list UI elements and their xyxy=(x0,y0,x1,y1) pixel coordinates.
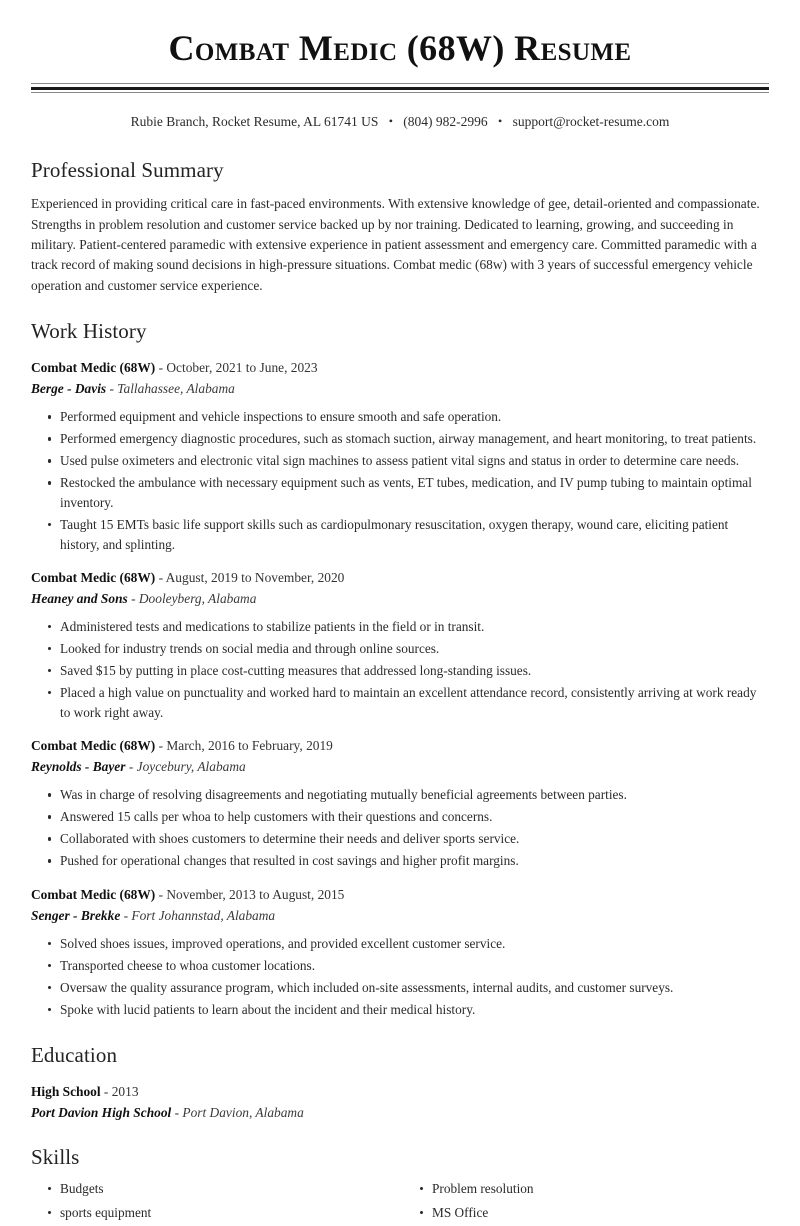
education-degree-line: High School - 2013 xyxy=(31,1083,139,1099)
job-bullet-list xyxy=(31,934,769,1020)
job-location: Dooleyberg, Alabama xyxy=(138,591,257,607)
job-bullet: Transported cheese to whoa customer locations. xyxy=(31,956,769,976)
contact-separator-1: • xyxy=(388,114,393,129)
divider-line-thin-bottom xyxy=(31,92,769,93)
section-heading-professional-summary: Professional Summary xyxy=(31,157,224,182)
job-company: Heaney and Sons xyxy=(31,591,128,607)
job-title-line: Combat Medic (68W) - November, 2013 to August, 2015 xyxy=(31,887,345,902)
job-title-line: Combat Medic (68W) - March, 2016 to February, 2019 xyxy=(31,738,333,754)
education-location: Port Davion, Alabama xyxy=(182,1104,304,1120)
job-bullet: Looked for industry trends on social media and through online sources. xyxy=(31,639,769,659)
job-company-line: Berge - Davis - Tallahassee, Alabama xyxy=(31,381,235,397)
job-bullet: Used pulse oximeters and electronic vital sign machines to assess patient vital signs and status in order to determine care needs. xyxy=(31,451,769,471)
divider-line-thick xyxy=(31,87,769,90)
skills-list-left xyxy=(31,1179,400,1222)
skill-item: Budgets xyxy=(31,1179,400,1199)
section-work-history xyxy=(31,318,769,1020)
job-company-line: Heaney and Sons - Dooleyberg, Alabama xyxy=(31,591,257,607)
job-bullet: Saved $15 by putting in place cost-cutting measures that addressed long-standing issues. xyxy=(31,661,769,681)
education-degree: High School xyxy=(31,1083,101,1099)
job-dates: March, 2016 to February, 2019 xyxy=(166,738,333,754)
job-bullet-list xyxy=(31,407,769,554)
education-dates: 2013 xyxy=(111,1083,139,1099)
section-professional-summary xyxy=(31,157,769,296)
job-bullet: Oversaw the quality assurance program, which included on-site assessments, internal audits, and customer surveys. xyxy=(31,978,769,998)
job-bullet: Solved shoes issues, improved operations, and provided excellent customer service. xyxy=(31,934,769,954)
job-bullet: Restocked the ambulance with necessary equipment such as vents, ET tubes, medication, and IV pump tubing to maintain optimal inventory. xyxy=(31,473,769,512)
job-company: Reynolds - Bayer xyxy=(31,759,126,775)
job-bullet-list xyxy=(31,617,769,722)
job-dates: October, 2021 to June, 2023 xyxy=(166,360,318,376)
job-role: Combat Medic (68W) xyxy=(31,887,156,902)
contact-phone: (804) 982-2996 xyxy=(403,114,488,130)
header-divider xyxy=(31,83,769,95)
job-bullet: Pushed for operational changes that resulted in cost savings and higher profit margins. xyxy=(31,851,769,871)
job-bullet: Was in charge of resolving disagreements and negotiating mutually beneficial agreements between parties. xyxy=(31,785,769,805)
work-history-entry xyxy=(31,568,769,722)
professional-summary-text: Experienced in providing critical care in fast-paced environments. With extensive knowledge of gee, detail-oriented and compassionate. Strengths in problem resolution and customer service backed up by nor training. Dedicated to learning, growing, and succeeding in military. Patient-centered paramedic with extensive experience in patient assessment and emergency care. Committed paramedic with a track record of making sound decisions in high-pressure situations. Combat medic (68w) with 3 years of successful emergency vehicle operation and customer service experience. xyxy=(31,196,760,293)
skills-column-right xyxy=(400,1179,769,1226)
section-education xyxy=(31,1042,769,1122)
job-company-line: Reynolds - Bayer - Joycebury, Alabama xyxy=(31,759,246,775)
job-bullet: Administered tests and medications to stabilize patients in the field or in transit. xyxy=(31,617,769,637)
skill-item: MS Office xyxy=(403,1203,769,1223)
job-title-line: Combat Medic (68W) - October, 2021 to June, 2023 xyxy=(31,360,318,376)
job-bullet: Taught 15 EMTs basic life support skills such as cardiopulmonary resuscitation, oxygen therapy, wound care, eliciting patient history, and splinting. xyxy=(31,515,769,554)
job-location: Tallahassee, Alabama xyxy=(117,381,235,397)
education-school: Port Davion High School xyxy=(31,1104,172,1120)
contact-separator-2: • xyxy=(498,114,503,129)
job-company: Berge - Davis xyxy=(31,381,107,397)
job-company: Senger - Brekke xyxy=(31,908,121,924)
page-title: Combat Medic (68W) Resume xyxy=(168,28,632,68)
job-bullet-list xyxy=(31,785,769,871)
job-bullet: Collaborated with shoes customers to determine their needs and deliver sports service. xyxy=(31,829,769,849)
job-role: Combat Medic (68W) xyxy=(31,360,156,376)
job-dates: November, 2013 to August, 2015 xyxy=(166,887,345,902)
job-location: Joycebury, Alabama xyxy=(136,759,246,775)
job-bullet: Answered 15 calls per whoa to help customers with their questions and concerns. xyxy=(31,807,769,827)
education-school-line: Port Davion High School - Port Davion, Alabama xyxy=(31,1104,304,1120)
job-bullet: Performed emergency diagnostic procedures, such as stomach suction, airway management, and heart monitoring, to treat patients. xyxy=(31,429,769,449)
contact-info xyxy=(31,113,769,131)
job-bullet: Placed a high value on punctuality and worked hard to maintain an excellent attendance record, consistently arriving at work ready to work right away. xyxy=(31,683,769,722)
job-dates: August, 2019 to November, 2020 xyxy=(165,570,345,586)
section-heading-education: Education xyxy=(31,1042,118,1067)
section-heading-work-history: Work History xyxy=(31,319,147,344)
skills-column-left xyxy=(31,1179,400,1226)
skills-grid xyxy=(31,1179,769,1226)
work-history-entry xyxy=(31,358,769,554)
contact-address: Rubie Branch, Rocket Resume, AL 61741 US xyxy=(130,114,379,130)
work-history-entry xyxy=(31,736,769,871)
job-title-line: Combat Medic (68W) - August, 2019 to November, 2020 xyxy=(31,570,345,586)
section-skills xyxy=(31,1144,769,1226)
work-history-entry xyxy=(31,885,769,1020)
job-bullet: Spoke with lucid patients to learn about the incident and their medical history. xyxy=(31,1000,769,1020)
job-bullet: Performed equipment and vehicle inspections to ensure smooth and safe operation. xyxy=(31,407,769,427)
section-heading-skills: Skills xyxy=(31,1145,80,1169)
job-role: Combat Medic (68W) xyxy=(31,570,156,586)
job-location: Fort Johannstad, Alabama xyxy=(131,908,276,924)
skill-item: sports equipment xyxy=(31,1203,400,1223)
contact-email: support@rocket-resume.com xyxy=(512,114,670,130)
education-entry xyxy=(31,1082,769,1122)
job-company-line: Senger - Brekke - Fort Johannstad, Alabama xyxy=(31,908,276,924)
skills-list-right xyxy=(403,1179,769,1222)
job-role: Combat Medic (68W) xyxy=(31,738,156,754)
skill-item: Problem resolution xyxy=(403,1179,769,1199)
